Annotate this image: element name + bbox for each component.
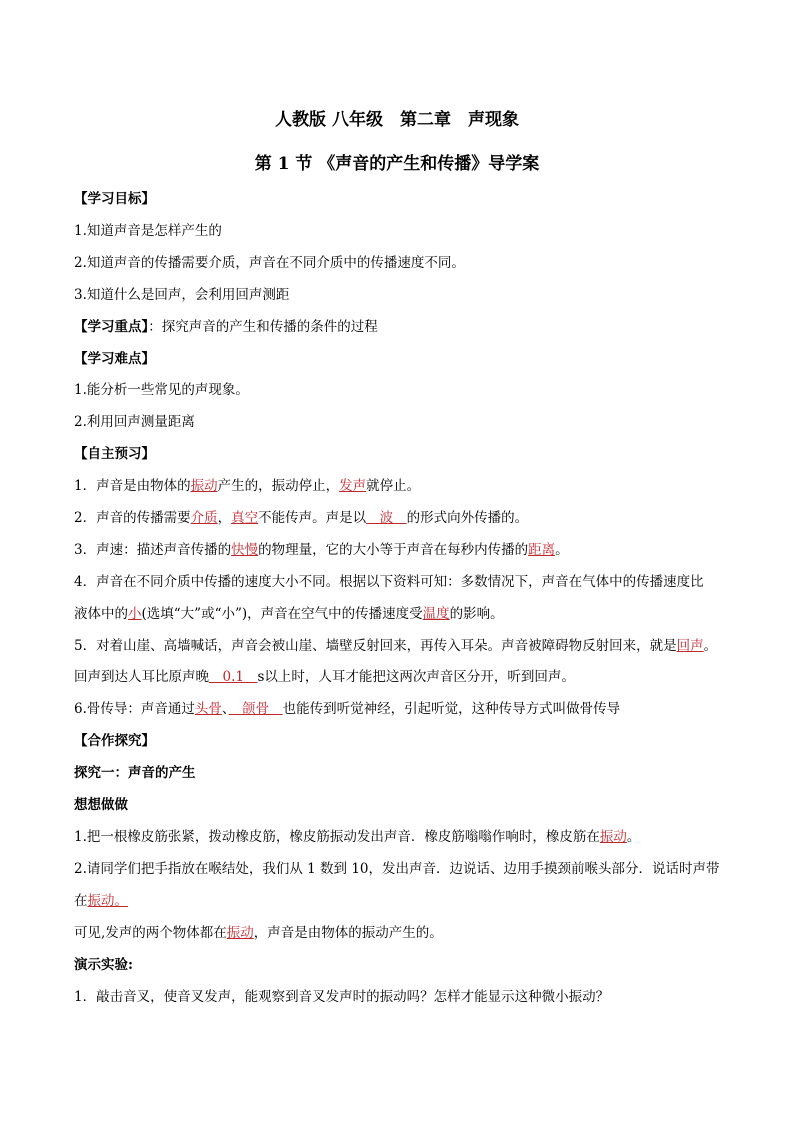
answer-blank: 振动 xyxy=(226,925,254,941)
text-segment: 的物理量，它的大小等于声音在每秒内传播的 xyxy=(258,542,529,558)
answer-blank: 0.1 xyxy=(209,669,258,685)
text-segment: 3．声速：描述声音传播的 xyxy=(74,542,232,558)
demo-question-1: 1．敲击音叉，使音叉发声，能观察到音叉发声时的振动吗？怎样才能显示这种微小振动？ xyxy=(74,989,610,1005)
text-segment: 。 xyxy=(555,542,569,558)
preview-question-5-line-2 xyxy=(74,665,575,685)
text-segment: 。 xyxy=(626,829,641,845)
preview-heading: 【自主预习】 xyxy=(74,446,155,462)
document-title: 人教版 八年级 第二章 声现象 xyxy=(275,110,519,130)
text-segment: 的影响。 xyxy=(449,606,504,622)
answer-blank: 介质 xyxy=(190,510,218,526)
preview-question-4-line-1: 4．声音在不同介质中传播的速度大小不同。根据以下资料可知：多数情况下，声音在气体中的传播速度比 xyxy=(74,574,704,590)
answer-blank: 振动 xyxy=(599,829,627,845)
text-segment: 。 xyxy=(703,638,718,654)
answer-blank: 距离 xyxy=(528,542,556,558)
text-segment: 回声到达人耳比原声晚 xyxy=(74,669,209,685)
answer-blank: 小 xyxy=(128,606,142,622)
answer-blank: 振动 xyxy=(190,478,218,494)
answer-blank: 温度 xyxy=(422,606,450,622)
text-segment: 2．声音的传播需要 xyxy=(74,510,191,526)
document-subtitle: 第 1 节 《声音的产生和传播》导学案 xyxy=(254,154,540,174)
text-segment: 6.骨传导：声音通过 xyxy=(74,701,195,717)
text-segment: s以上时，人耳才能把这两次声音区分开，听到回声。 xyxy=(257,669,575,685)
key-heading: 【学习重点】 xyxy=(74,319,149,335)
preview-question-4-line-2 xyxy=(74,602,504,622)
preview-question-2 xyxy=(74,506,528,526)
difficulty-item-2: 2.利用回声测量距离 xyxy=(74,414,195,430)
difficulty-item-1: 1.能分析一些常见的声现象。 xyxy=(74,382,249,398)
text-segment: 不能传声。声是以 xyxy=(258,510,367,526)
goal-item-3: 3.知道什么是回声，会利用回声测距 xyxy=(74,287,290,303)
explore-step-1 xyxy=(74,825,640,845)
key-point-line xyxy=(74,315,378,335)
explore-step-2-line-1: 2.请同学们把手指放在喉结处，我们从 1 数到 10，发出声音．边说话、边用手摸颈前喉头部分．说话时声带 xyxy=(74,861,720,877)
difficulty-heading: 【学习难点】 xyxy=(74,351,155,367)
text-segment: 1．声音是由物体的 xyxy=(74,478,191,494)
goals-heading: 【学习目标】 xyxy=(74,191,155,207)
key-text: ：探究声音的产生和传播的条件的过程 xyxy=(148,319,378,335)
answer-blank: 真空 xyxy=(231,510,259,526)
text-segment: 1.把一根橡皮筋张紧，拨动橡皮筋，橡皮筋振动发出声音．橡皮筋嗡嗡作响时，橡皮筋在 xyxy=(74,829,600,845)
text-segment: 5．对着山崖、高墙喊话，声音会被山崖、墙壁反射回来，再传入耳朵。声音被障碍物反射回来，就是 xyxy=(74,638,677,654)
answer-blank: 振动。 xyxy=(87,893,128,909)
preview-question-3 xyxy=(74,538,569,558)
text-segment: ， xyxy=(217,510,232,526)
preview-question-6 xyxy=(74,697,620,717)
answer-blank: 颌骨 xyxy=(228,701,283,717)
text-segment: 产生的，振动停止， xyxy=(217,478,340,494)
text-segment: 液体中的 xyxy=(74,606,128,622)
text-segment: 、 xyxy=(221,701,229,717)
preview-question-5-line-1 xyxy=(74,634,717,654)
answer-blank: 波 xyxy=(366,510,407,526)
preview-question-1 xyxy=(74,474,420,494)
explore-step-2-line-2 xyxy=(74,889,128,909)
text-segment: 就停止。 xyxy=(366,478,421,494)
explore-heading: 【合作探究】 xyxy=(74,733,155,749)
text-segment: ，声音是由物体的振动产生的。 xyxy=(253,925,443,941)
answer-blank: 快慢 xyxy=(231,542,259,558)
demo-experiment-title: 演示实验: xyxy=(74,957,133,973)
text-segment: 的形式向外传播的。 xyxy=(406,510,529,526)
explore-conclusion xyxy=(74,921,443,941)
answer-blank: 回声 xyxy=(676,638,704,654)
text-segment: 也能传到听觉神经，引起听觉，这种传导方式叫做骨传导 xyxy=(282,701,621,717)
answer-blank: 头骨 xyxy=(194,701,222,717)
text-segment: 可见,发声的两个物体都在 xyxy=(74,925,227,941)
think-and-do-title: 想想做做 xyxy=(74,797,128,813)
goal-item-1: 1.知道声音是怎样产生的 xyxy=(74,223,222,239)
goal-item-2: 2.知道声音的传播需要介质，声音在不同介质中的传播速度不同。 xyxy=(74,255,465,271)
text-segment: 在 xyxy=(74,893,88,909)
answer-blank: 发声 xyxy=(339,478,367,494)
text-segment: (选填“大”或“小”)，声音在空气中的传播速度受 xyxy=(141,606,423,622)
explore-part-1-title: 探究一：声音的产生 xyxy=(74,765,196,781)
